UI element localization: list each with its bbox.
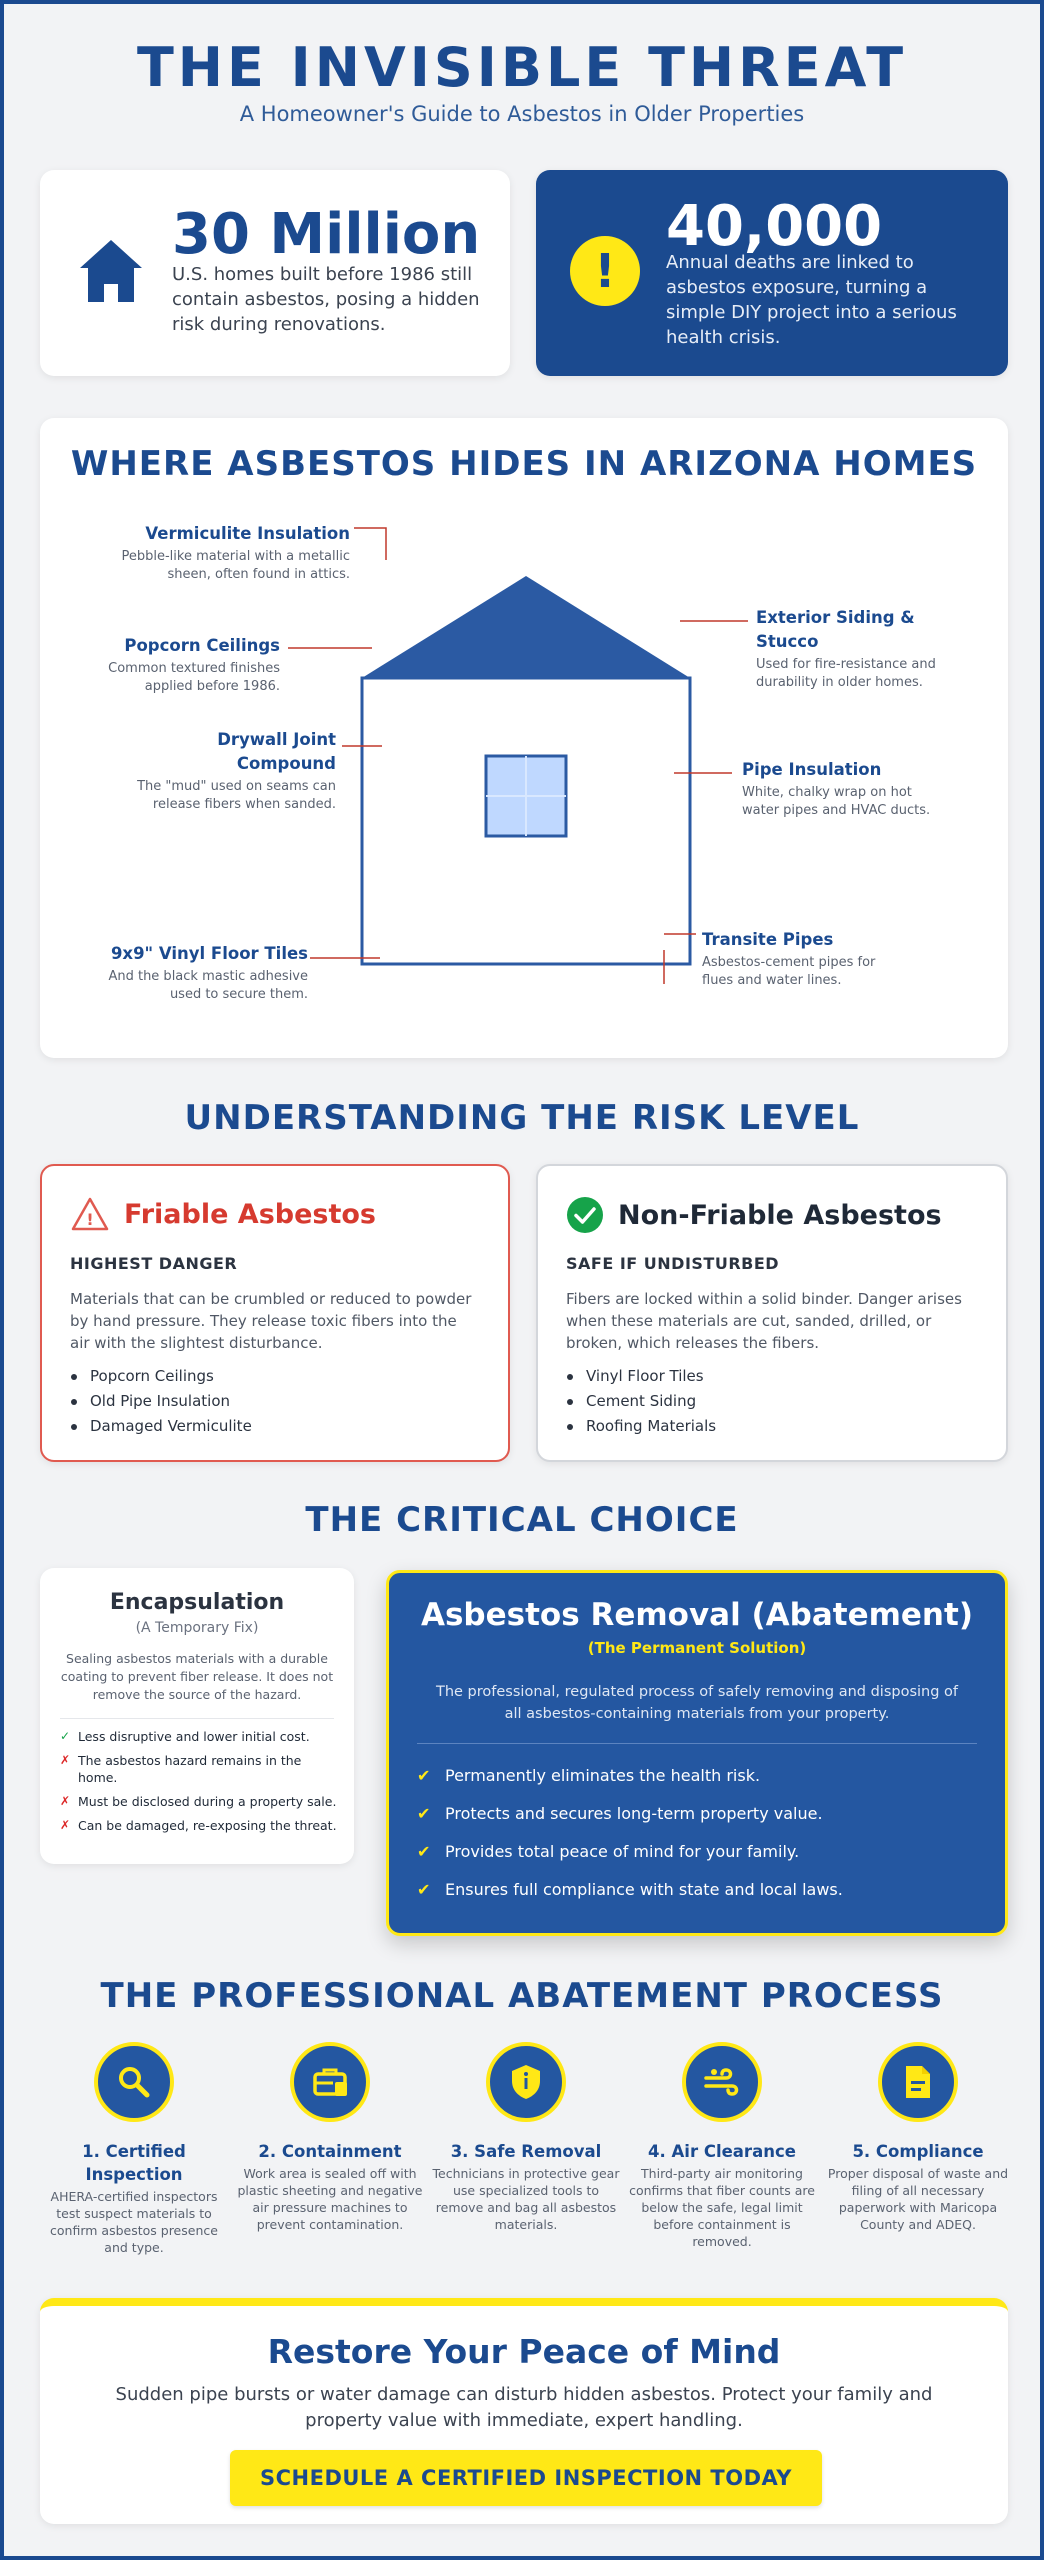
- encapsulation-description: Sealing asbestos materials with a durable coating to prevent fiber release. It does not remove the source of the hazard.: [60, 1651, 334, 1702]
- process-step-air-clearance: [624, 2042, 820, 2250]
- removal-description: The professional, regulated process of safely removing and disposing of all asbestos-containing materials from your property.: [435, 1684, 959, 1722]
- location-vermiculite: Vermiculite Insulation Pebble-like material with a metallic sheen, often found in attics.: [121, 524, 350, 582]
- encapsulation-subtitle: (A Temporary Fix): [135, 1620, 259, 1636]
- step-description: Proper disposal of waste and filing of all necessary paperwork with Maricopa County and ADEQ.: [827, 2166, 1009, 2232]
- stat-text: U.S. homes built before 1986 still contain asbestos, posing a hidden risk during renovations.: [172, 264, 480, 335]
- divider: [417, 1743, 977, 1744]
- list-item: ✔ Provides total peace of mind for your family.: [417, 1842, 800, 1861]
- check-circle-icon: [566, 1196, 604, 1234]
- list-item: ✔ Ensures full compliance with state and local laws.: [417, 1880, 843, 1899]
- step-description: Third-party air monitoring confirms that fiber counts are below the safe, legal limit before containment is removed.: [629, 2166, 815, 2249]
- process-step-inspection: [36, 2042, 232, 2256]
- cta-description: Sudden pipe bursts or water damage can disturb hidden asbestos. Protect your family and property value with immediate, expert handling.: [115, 2384, 933, 2431]
- check-icon: ✔: [417, 1880, 431, 1899]
- list-item: Vinyl Floor Tiles: [566, 1364, 716, 1389]
- exclamation-icon: !: [570, 236, 640, 306]
- stat-card-homes: [40, 170, 510, 376]
- removal-card: [386, 1570, 1008, 1936]
- list-item: ✔ Protects and secures long-term property value.: [417, 1804, 823, 1823]
- divider: [60, 1718, 334, 1719]
- cta-title: Restore Your Peace of Mind: [267, 2332, 781, 2371]
- cross-icon: ✗: [60, 1794, 71, 1808]
- section-title: THE CRITICAL CHOICE: [305, 1500, 739, 1540]
- list-item: ✔ Permanently eliminates the health risk.: [417, 1766, 761, 1785]
- house-icon: [76, 236, 146, 306]
- nonfriable-card: [536, 1164, 1008, 1462]
- nonfriable-title: Non-Friable Asbestos: [618, 1199, 942, 1231]
- step-description: Work area is sealed off with plastic sheeting and negative air pressure machines to prevent contamination.: [237, 2166, 423, 2232]
- page-title: THE INVISIBLE THREAT: [136, 36, 908, 99]
- list-item: ✓ Less disruptive and lower initial cost.: [60, 1729, 310, 1744]
- nonfriable-subtitle: SAFE IF UNDISTURBED: [566, 1254, 780, 1273]
- step-description: AHERA-certified inspectors test suspect materials to confirm asbestos presence and type.: [50, 2189, 218, 2255]
- list-item: Popcorn Ceilings: [70, 1364, 252, 1389]
- location-pipe-insulation: Pipe Insulation White, chalky wrap on hot water pipes and HVAC ducts.: [742, 760, 931, 818]
- leader-line: [354, 528, 386, 560]
- step-description: Technicians in protective gear use specialized tools to remove and bag all asbestos materials.: [432, 2166, 620, 2232]
- check-icon: ✓: [60, 1729, 71, 1743]
- cross-icon: ✗: [60, 1818, 71, 1832]
- location-vinyl-floor-tiles: 9x9" Vinyl Floor Tiles And the black mastic adhesive used to secure them.: [108, 944, 308, 1002]
- stat-number: 30 Million: [172, 202, 481, 267]
- shield-icon: [509, 2063, 543, 2101]
- step-title: 5. Compliance: [852, 2142, 984, 2161]
- process-step-compliance: [820, 2042, 1016, 2233]
- document-icon: [903, 2064, 933, 2100]
- encapsulation-title: Encapsulation: [109, 1590, 285, 1615]
- friable-card: [40, 1164, 510, 1462]
- nonfriable-list: [566, 1364, 716, 1439]
- schedule-inspection-button[interactable]: SCHEDULE A CERTIFIED INSPECTION TODAY: [230, 2450, 822, 2506]
- cta-card: [40, 2298, 1008, 2524]
- removal-title: Asbestos Removal (Abatement): [420, 1597, 973, 1633]
- list-item: Damaged Vermiculite: [70, 1414, 252, 1439]
- svg-text:!: !: [86, 1210, 94, 1229]
- list-item: Roofing Materials: [566, 1414, 716, 1439]
- encapsulation-card: [40, 1568, 354, 1864]
- friable-description: Materials that can be crumbled or reduced to powder by hand pressure. They release toxic fibers into the air with the slightest disturbance.: [70, 1290, 472, 1352]
- step-title: 4. Air Clearance: [648, 2142, 796, 2161]
- stat-number: 40,000: [666, 194, 883, 259]
- process-step-removal: [428, 2042, 624, 2233]
- friable-title: Friable Asbestos: [124, 1198, 377, 1230]
- location-exterior-siding: Exterior Siding & Stucco Used for fire-resistance and durability in older homes.: [756, 608, 936, 690]
- friable-subtitle: HIGHEST DANGER: [70, 1254, 238, 1273]
- section-title: UNDERSTANDING THE RISK LEVEL: [184, 1098, 860, 1138]
- cross-icon: ✗: [60, 1753, 71, 1767]
- list-item: Cement Siding: [566, 1389, 716, 1414]
- friable-list: [70, 1364, 252, 1439]
- removal-list: [417, 1765, 843, 1917]
- magnifier-icon: [116, 2064, 152, 2100]
- location-transite-pipes: Transite Pipes Asbestos-cement pipes for flues and water lines.: [702, 930, 876, 988]
- page-subtitle: A Homeowner's Guide to Asbestos in Older Properties: [239, 102, 805, 126]
- hides-card: [40, 418, 1008, 1058]
- stat-text: Annual deaths are linked to asbestos exposure, turning a simple DIY project into a serious health crisis.: [666, 252, 957, 348]
- list-item: ✗ Must be disclosed during a property sale.: [60, 1794, 337, 1809]
- step-title: 3. Safe Removal: [450, 2142, 602, 2161]
- step-title: 2. Containment: [258, 2142, 402, 2161]
- check-icon: ✔: [417, 1804, 431, 1823]
- encapsulation-list: [60, 1728, 340, 1841]
- removal-subtitle: (The Permanent Solution): [587, 1639, 807, 1657]
- toolbox-icon: [311, 2064, 349, 2100]
- check-icon: ✔: [417, 1842, 431, 1861]
- list-item: ✗ Can be damaged, re-exposing the threat.: [60, 1818, 337, 1833]
- nonfriable-description: Fibers are locked within a solid binder. Danger arises when these materials are cut, sanded, drilled, or broken, which releases the fibers.: [566, 1290, 962, 1352]
- list-item: Old Pipe Insulation: [70, 1389, 252, 1414]
- section-title: THE PROFESSIONAL ABATEMENT PROCESS: [100, 1976, 944, 2016]
- section-title: WHERE ASBESTOS HIDES IN ARIZONA HOMES: [70, 444, 978, 484]
- step-title: 1. Certified Inspection: [82, 2142, 186, 2184]
- process-step-containment: [232, 2042, 428, 2233]
- house-roof: [362, 576, 690, 678]
- wind-icon: [702, 2064, 742, 2100]
- warning-triangle-icon: [70, 1196, 110, 1232]
- stat-card-deaths: [536, 170, 1008, 376]
- location-popcorn-ceilings: Popcorn Ceilings Common textured finishes applied before 1986.: [108, 636, 280, 694]
- list-item: ✗ The asbestos hazard remains in the home.: [60, 1753, 302, 1785]
- check-icon: ✔: [417, 1766, 431, 1785]
- location-drywall-joint-compound: Drywall Joint Compound The "mud" used on seams can release fibers when sanded.: [137, 730, 336, 812]
